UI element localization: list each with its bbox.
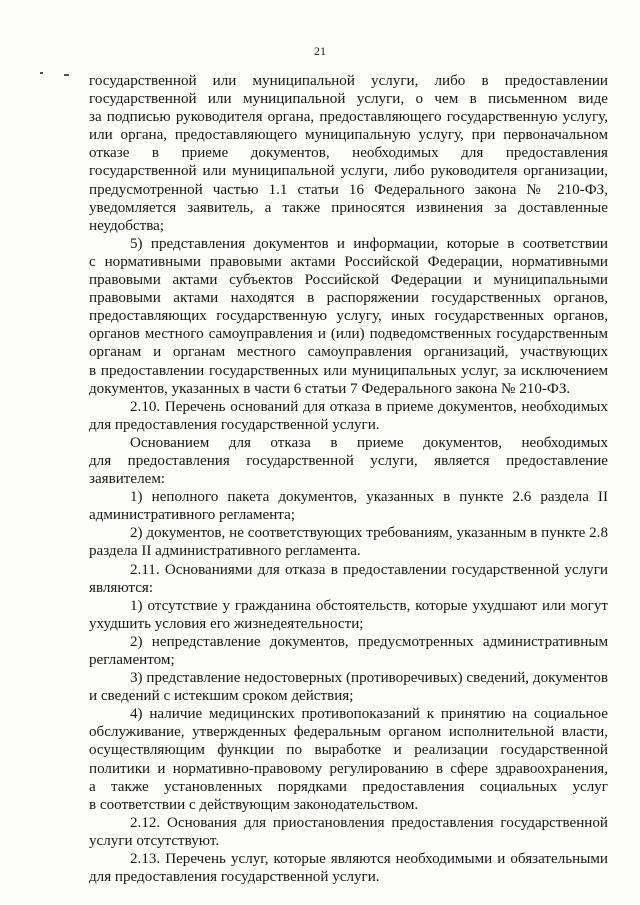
text-line: для предоставления государственной услуги. — [89, 869, 380, 886]
text-line: в предоставлении государственных или муниципальных услуг, за исключением — [89, 362, 608, 379]
text-line: 2.12. Основания для приостановления предоставления государственной — [130, 814, 608, 831]
text-line: для предоставления государственной услуги. — [89, 416, 380, 433]
text-line: отказе в приеме документов, необходимых для предоставления — [89, 145, 608, 162]
text-line: ухудшить условия его жизнедеятельности; — [89, 615, 364, 632]
text-line: предоставляющих государственную услугу, иных государственных органов, — [89, 308, 608, 325]
page-number: 21 — [314, 44, 326, 58]
text-line: неудобства; — [89, 217, 165, 234]
text-line: правовыми актами субъектов Российской Федерации и муниципальными — [89, 272, 608, 289]
text-line: Основанием для отказа в приеме документов, необходимых — [130, 434, 608, 451]
text-line: правовыми актами находятся в распоряжении государственных органов, — [89, 290, 608, 307]
text-line: 5) представления документов и информации, которые в соответствии — [130, 235, 608, 252]
text-line: государственной или муниципальной услуги, либо руководителя организации, — [89, 163, 608, 180]
text-line: документов, указанных в части 6 статьи 7 Федерального закона № 210-ФЗ. — [89, 380, 571, 397]
text-line: государственной или муниципальной услуги, либо в предоставлении — [89, 73, 608, 89]
text-line: для предоставления государственной услуги, является предоставление — [89, 452, 608, 469]
document-body — [89, 72, 608, 886]
text-line: заявителем: — [89, 471, 166, 488]
text-line: и сведений с истекшим сроком действия; — [89, 688, 354, 705]
text-line: осуществляющим функции по выработке и реализации государственной — [89, 742, 608, 759]
scan-mark — [64, 74, 69, 76]
text-line: а также установленных порядками предоставления социальных услуг — [89, 778, 608, 795]
text-line: 3) представление недостоверных (противоречивых) сведений, документов — [130, 670, 608, 687]
text-line: с нормативными правовыми актами Российской Федерации, нормативными — [89, 253, 608, 270]
text-line: 2.10. Перечень оснований для отказа в приеме документов, необходимых — [130, 398, 608, 415]
text-line: политики и нормативно-правовому регулированию в сфере здравоохранения, — [89, 760, 608, 777]
text-line: органов местного самоуправления и (или) подведомственных государственным — [89, 326, 608, 343]
text-line: услуги отсутствуют. — [89, 832, 220, 849]
text-line: административного регламента; — [89, 507, 295, 524]
text-line: уведомляется заявитель, а также приносятся извинения за доставленные — [89, 199, 608, 216]
text-line: государственной или муниципальной услуги, о чем в письменном виде — [89, 91, 608, 108]
text-line: 2.11. Основаниями для отказа в предоставлении государственной услуги — [130, 561, 608, 578]
text-line: органам и органам местного самоуправления организаций, участвующих — [89, 344, 608, 361]
text-line: за подписью руководителя органа, предоставляющего государственную услугу, — [89, 109, 608, 126]
text-line: 4) наличие медицинских противопоказаний к принятию на социальное — [130, 706, 608, 723]
text-line: регламентом; — [89, 652, 175, 668]
text-line: раздела II административного регламента. — [89, 543, 361, 560]
text-line: являются: — [89, 579, 154, 596]
text-line: 2) непредставление документов, предусмотренных административным — [130, 633, 608, 650]
text-line: предусмотренной частью 1.1 статьи 16 Федерального закона № 210-ФЗ, — [89, 181, 608, 198]
text-line: 2.13. Перечень услуг, которые являются необходимыми и обязательными — [130, 851, 608, 868]
text-line: 1) отсутствие у гражданина обстоятельств, которые ухудшают или могут — [130, 597, 608, 614]
text-line: в соответствии с действующим законодательством. — [89, 796, 419, 813]
text-line: или органа, предоставляющего муниципальную услугу, при первоначальном — [89, 127, 608, 144]
scan-mark — [40, 72, 43, 74]
text-line: 1) неполного пакета документов, указанных в пункте 2.6 раздела II — [130, 489, 608, 506]
text-line: 2) документов, не соответствующих требованиям, указанным в пункте 2.8 — [130, 525, 608, 542]
text-line: обслуживание, утвержденных федеральным органом исполнительной власти, — [89, 724, 608, 741]
